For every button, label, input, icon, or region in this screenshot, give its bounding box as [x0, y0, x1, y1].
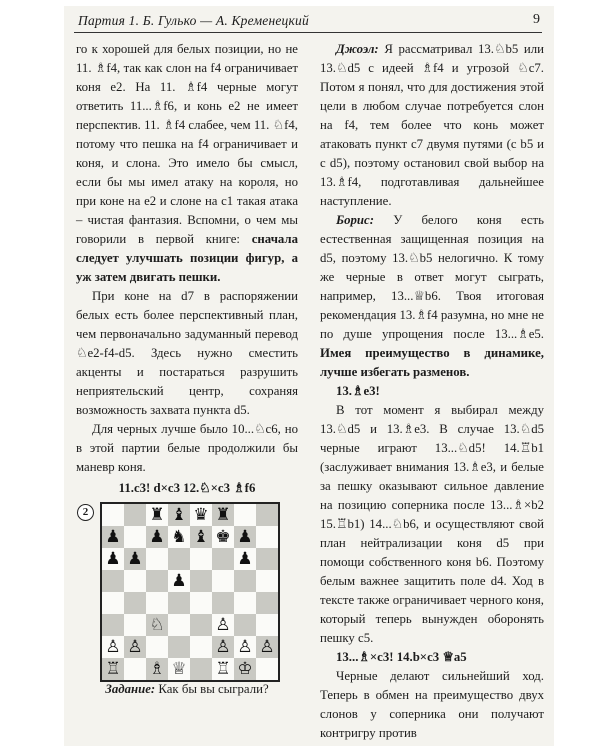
board-square	[234, 614, 256, 636]
board-square	[102, 658, 124, 680]
chess-piece: ♙	[127, 637, 143, 657]
paragraph: Черные делают сильнейший ход. Теперь в обмен на преимущество двух слонов у соперника они получают контригру против	[320, 669, 544, 740]
emphasis-text: Имея преимущество в динамике, лучше избегать разменов.	[320, 346, 544, 379]
board-square	[102, 570, 124, 592]
board-square	[168, 570, 190, 592]
board-square	[256, 504, 278, 526]
chess-piece: ♙	[105, 637, 121, 657]
board-square	[124, 636, 146, 658]
board-square	[234, 570, 256, 592]
board-square	[146, 658, 168, 680]
chess-piece: ♝	[193, 527, 209, 547]
board-square	[102, 636, 124, 658]
board-square	[124, 548, 146, 570]
board-square	[234, 592, 256, 614]
board-square	[234, 658, 256, 680]
board-square	[234, 548, 256, 570]
board-square	[102, 592, 124, 614]
move-line: 13.♗e3!	[336, 384, 380, 398]
paragraph-text: Я рассматривал 13.♘b5 или 13.♘d5 с идеей ♗f4 и угрозой ♘c7. Потом я понял, что для достижения этой цели в любом случае потребуется слон на f4, тем более что конь может атаковать пункт c7 двумя путями (c b5 и c d5), поэтому остановил свой выбор на 13.♗f4, подготавливая дальнейшее наступление.	[320, 42, 544, 208]
board-square	[234, 636, 256, 658]
chess-piece: ♟	[171, 571, 187, 591]
board-square	[124, 570, 146, 592]
chess-piece: ♜	[149, 505, 165, 525]
chess-board	[100, 502, 280, 682]
board-square	[168, 658, 190, 680]
page-number: 9	[533, 12, 540, 27]
board-square	[212, 658, 234, 680]
caption-text: Как бы вы сыграли?	[155, 682, 269, 696]
chess-piece: ♔	[237, 659, 253, 679]
chess-piece: ♖	[215, 659, 231, 679]
board-square	[168, 526, 190, 548]
chess-piece: ♛	[193, 505, 209, 525]
paragraph-text: го к хорошей для белых позиции, но не 11. ♗f4, так как слон на f4 ограничивает коня e2. На 11. ♗f4 черные могут ответить 11...♗f6, и конь e2 не имеет перспектив. 11. ♗f4 слабее, чем 11. ♘f4, потому что пешка на f4 ограничивает и коня, и слона. Это имело бы смысл, если бы мы имел атаку на короля, но при коне на e2 и слоне на c1 такая атака – чистая фантазия. Вспомни, о чем мы говорили в первой книге:	[76, 42, 298, 246]
move-line: 11.c3! d×c3 12.♘×c3 ♗f6	[118, 481, 256, 495]
chess-piece: ♞	[171, 527, 187, 547]
chess-piece: ♙	[237, 637, 253, 657]
chess-piece: ♜	[215, 505, 231, 525]
board-square	[256, 636, 278, 658]
chess-piece: ♟	[105, 549, 121, 569]
chess-piece: ♟	[105, 527, 121, 547]
chess-piece: ♙	[259, 637, 275, 657]
board-square	[212, 548, 234, 570]
board-square	[212, 526, 234, 548]
board-square	[190, 570, 212, 592]
board-square	[102, 614, 124, 636]
board-square	[124, 658, 146, 680]
board-square	[190, 592, 212, 614]
board-square	[124, 614, 146, 636]
board-square	[146, 570, 168, 592]
board-square	[212, 504, 234, 526]
right-column	[320, 40, 544, 743]
board-square	[212, 592, 234, 614]
chess-piece: ♙	[215, 637, 231, 657]
board-square	[168, 614, 190, 636]
board-square	[168, 548, 190, 570]
paragraph	[320, 40, 544, 211]
board-square	[146, 548, 168, 570]
board-square	[212, 570, 234, 592]
chess-piece: ♝	[171, 505, 187, 525]
speaker-label: Джоэл:	[336, 42, 379, 56]
board-square	[168, 592, 190, 614]
board-square	[190, 526, 212, 548]
chess-piece: ♟	[127, 549, 143, 569]
chess-piece: ♘	[149, 615, 165, 635]
board-square	[146, 526, 168, 548]
board-square	[190, 614, 212, 636]
paragraph: Для черных лучше было 10...♘c6, но в этой партии белые продолжили бы маневр коня.	[76, 422, 298, 474]
board-square	[102, 548, 124, 570]
board-square	[124, 526, 146, 548]
paragraph: В тот момент я выбирал между 13.♘d5 и 13.♗e3. В случае 13.♘d5 черные играют 13...♘d5! 14.♖b1 (заслуживает внимания 13.♗e3, и белые за пешку оказывают сильное давление на позицию соперника после 13...♗×b2 15.♖b1) 14...♘b6, и осуществляют свой план нейтрализации коня d5 при помощи собственного коня b6. Поэтому белым важнее защитить поле d4. Ход в тексте также ограничивает черного коня, который теперь вынужден оборонять пешку c5.	[320, 403, 544, 645]
move-line: 13...♗×c3! 14.b×c3 ♕a5	[336, 650, 467, 664]
running-header	[74, 10, 542, 33]
chess-piece: ♚	[215, 527, 231, 547]
chess-piece: ♖	[105, 659, 121, 679]
board-square	[124, 592, 146, 614]
board-square	[190, 548, 212, 570]
left-column	[76, 40, 298, 699]
board-square	[146, 592, 168, 614]
board-square	[190, 636, 212, 658]
board-square	[102, 526, 124, 548]
chess-diagram	[76, 502, 298, 680]
board-square	[168, 636, 190, 658]
caption-label: Задание:	[105, 682, 156, 696]
board-square	[256, 548, 278, 570]
board-square	[234, 526, 256, 548]
paragraph: При коне на d7 в распоряжении белых есть более перспективный план, чем первоначально задуманный перевод ♘e2-f4-d5. Здесь нужно сместить акценты и постараться разрушить неприятельский центр, сохраняя возможность захвата пункта d5.	[76, 289, 298, 417]
diagram-caption	[76, 680, 298, 699]
chess-piece: ♗	[149, 659, 165, 679]
board-square	[190, 658, 212, 680]
chess-piece: ♟	[237, 527, 253, 547]
board-square	[256, 570, 278, 592]
emphasis-text: сначала следует улучшать позиции фигур, а уж затем двигать пешки.	[76, 232, 298, 284]
chess-piece: ♟	[237, 549, 253, 569]
board-square	[212, 614, 234, 636]
board-square	[256, 592, 278, 614]
chess-piece: ♕	[171, 659, 187, 679]
board-square	[146, 614, 168, 636]
chess-piece: ♟	[149, 527, 165, 547]
paragraph-text: У белого коня есть естественная защищенная позиция на d5, поэтому 13.♘b5 нелогично. К тому же черные в ответ могут сыграть, например, 13...♕b6. Твоя итоговая рекомендация 13.♗f4 разумна, но мне не по душе упрощения после 13...♗e5.	[320, 213, 544, 341]
board-square	[124, 504, 146, 526]
board-square	[146, 504, 168, 526]
board-square	[234, 504, 256, 526]
paragraph	[76, 40, 298, 287]
board-square	[256, 658, 278, 680]
board-square	[256, 614, 278, 636]
paragraph	[320, 211, 544, 382]
board-square	[256, 526, 278, 548]
board-square	[212, 636, 234, 658]
diagram-number: 2	[77, 504, 94, 521]
chess-piece: ♙	[215, 615, 231, 635]
board-square	[146, 636, 168, 658]
board-square	[190, 504, 212, 526]
board-square	[168, 504, 190, 526]
header-title: Партия 1. Б. Гулько — А. Кременецкий	[78, 13, 309, 28]
board-square	[102, 504, 124, 526]
speaker-label: Борис:	[336, 213, 374, 227]
